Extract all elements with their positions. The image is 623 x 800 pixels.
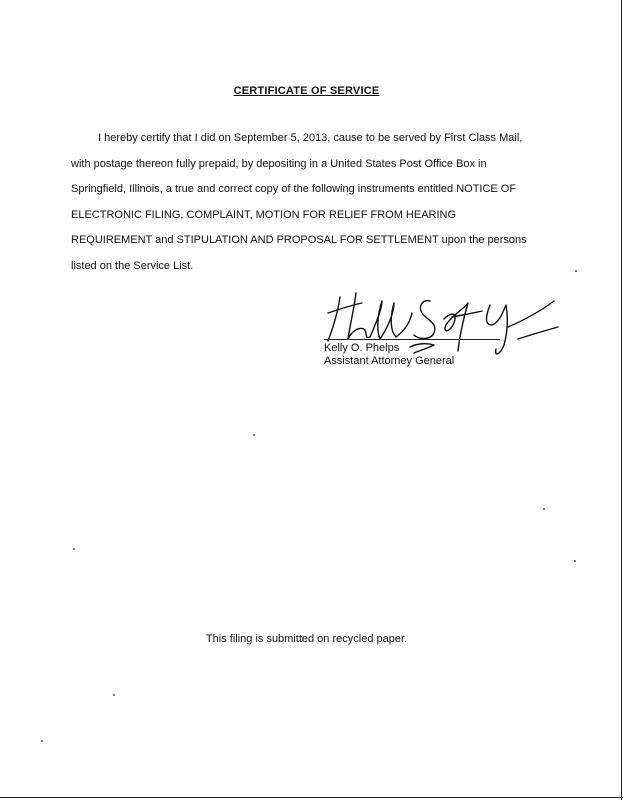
- signature-line: [324, 339, 500, 340]
- scan-speck: [575, 270, 577, 272]
- scan-speck: [113, 694, 115, 696]
- scan-speck: [253, 434, 255, 436]
- scan-speck: [41, 740, 43, 742]
- scan-speck: [73, 548, 75, 550]
- body-line: REQUIREMENT and STIPULATION AND PROPOSAL FOR SETTLEMENT upon the persons: [71, 234, 527, 247]
- page-border-bottom: [0, 797, 623, 798]
- scan-speck: [543, 508, 545, 510]
- page-border-right: [621, 0, 622, 800]
- body-line: with postage thereon fully prepaid, by depositing in a United States Post Office Box in: [71, 157, 487, 170]
- signer-name: Kelly O. Phelps: [324, 342, 400, 354]
- recycled-paper-note: This filing is submitted on recycled paper.: [205, 633, 408, 645]
- body-line: I hereby certify that I did on September 5, 2013, cause to be served by First Class Mail,: [98, 132, 523, 144]
- certificate-body: [71, 126, 551, 280]
- certificate-title: CERTIFICATE OF SERVICE: [233, 85, 380, 97]
- body-line: Springfield, Illinois, a true and correct copy of the following instruments entitled NOTICE OF: [71, 183, 517, 196]
- signer-title: Assistant Attorney General: [324, 355, 455, 367]
- body-line: listed on the Service List.: [71, 259, 194, 272]
- body-line: ELECTRONIC FILING, COMPLAINT, MOTION FOR RELIEF FROM HEARING: [71, 208, 457, 221]
- scan-speck: [574, 560, 576, 562]
